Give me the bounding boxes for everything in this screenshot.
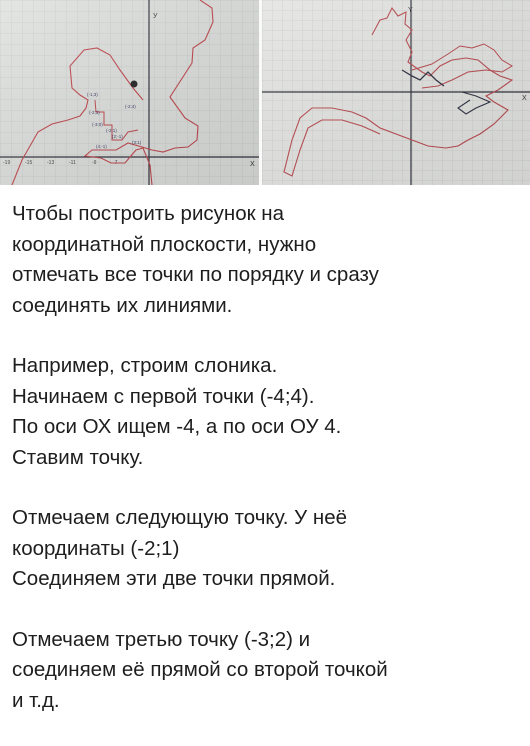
text-line: По оси ОХ ищем -4, а по оси ОУ 4. <box>12 415 342 438</box>
example-photos <box>0 0 530 185</box>
text-line: Например, строим слоника. <box>12 354 278 377</box>
text-line: Чтобы построить рисунок на <box>12 202 285 225</box>
text-line: отмечать все точки по порядку и сразу <box>12 263 379 286</box>
graph-paper-right <box>262 0 530 185</box>
photo-right-graph-paper <box>262 0 530 185</box>
instruction-text <box>12 199 522 746</box>
text-line: соединяем её прямой со второй точкой <box>12 658 388 681</box>
graph-paper-left <box>0 0 259 185</box>
text-line: Начинаем с первой точки (-4;4). <box>12 384 315 408</box>
text-line: Соединяем эти две точки прямой. <box>12 567 336 590</box>
text-line: Отмечаем третью точку (-3;2) и <box>12 627 311 651</box>
paragraph-intro <box>12 199 522 321</box>
text-line: координатной плоскости, нужно <box>12 232 317 256</box>
text-line: и т.д. <box>12 688 60 712</box>
paragraph-next-point <box>12 503 522 595</box>
paragraph-third-point <box>12 625 522 717</box>
text-line: координаты (-2;1) <box>12 536 180 560</box>
photo-left-graph-paper <box>0 0 259 185</box>
paragraph-example <box>12 351 522 473</box>
text-line: соединять их линиями. <box>12 293 233 317</box>
text-line: Отмечаем следующую точку. У неё <box>12 506 348 529</box>
text-line: Ставим точку. <box>12 445 144 469</box>
